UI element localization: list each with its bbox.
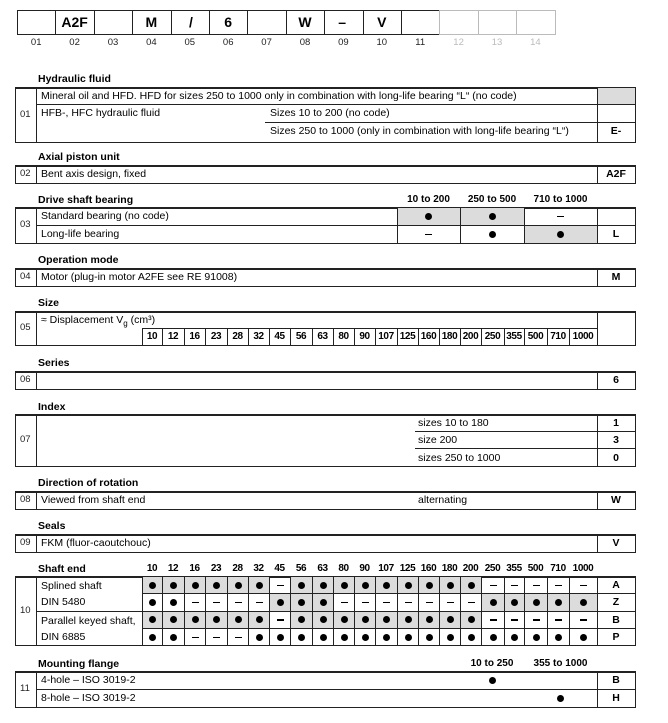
rule	[15, 645, 636, 646]
flange-availability-dot	[489, 677, 496, 684]
shaft-availability-dot	[447, 582, 454, 589]
rule	[15, 311, 16, 345]
shaft-size-header: 10	[146, 563, 158, 574]
shaft-size-header: 500	[527, 563, 544, 574]
shaft-availability-dot	[468, 634, 475, 641]
type-code-position: 02	[69, 37, 80, 48]
size-value: 180	[441, 331, 458, 342]
shaft-availability-dot	[298, 599, 305, 606]
type-code-position: 01	[30, 37, 42, 48]
rule	[15, 371, 16, 389]
row-number: 08	[20, 494, 31, 505]
size-value: 250	[484, 331, 501, 342]
shaft-availability-dot	[298, 582, 305, 589]
shaft-availability-dot	[426, 582, 433, 589]
size-value: 45	[274, 331, 285, 342]
shaft-size-header: 28	[232, 563, 243, 574]
rule	[635, 165, 636, 183]
shaft-availability-dot	[405, 582, 412, 589]
rule	[415, 448, 635, 449]
type-code-value: 6	[224, 14, 233, 30]
rule	[142, 628, 635, 629]
shaft-unavailable-dash	[426, 602, 433, 603]
section-title: Seals	[38, 520, 66, 532]
size-value: 16	[189, 331, 200, 342]
shaft-availability-dot	[320, 599, 327, 606]
highlight-cell	[598, 88, 635, 104]
shaft-availability-dot	[405, 616, 412, 623]
shaft-unavailable-dash	[383, 602, 390, 603]
rule	[15, 371, 635, 372]
dot-mark	[489, 213, 496, 220]
type-code-position: 04	[146, 37, 157, 48]
order-code: M	[611, 271, 621, 283]
shaft-unavailable-dash	[277, 619, 284, 620]
type-code-position: 09	[338, 37, 349, 48]
shaft-type-label: Parallel keyed shaft,	[41, 614, 136, 627]
size-value: 107	[378, 331, 394, 342]
rule	[36, 87, 37, 142]
shaft-availability-dot	[447, 616, 454, 623]
flange-option: 8-hole – ISO 3019-2	[41, 692, 136, 704]
fluid-sub-option: Sizes 10 to 200 (no code)	[270, 107, 390, 119]
size-label-text: ≈ Displacement V	[41, 314, 124, 326]
shaft-standard-label: DIN 6885	[41, 630, 86, 643]
section-title: Hydraulic fluid	[38, 73, 111, 85]
shaft-unavailable-dash	[192, 602, 199, 603]
shaft-availability-dot	[320, 616, 327, 623]
shaft-unavailable-dash	[580, 585, 587, 586]
section-title: Size	[38, 297, 60, 309]
shaft-unavailable-dash	[490, 619, 497, 620]
shaft-availability-dot	[468, 616, 475, 623]
shaft-availability-dot	[362, 616, 369, 623]
shaft-unavailable-dash	[213, 602, 220, 603]
shaft-size-header: 180	[441, 563, 458, 574]
shaft-size-header: 90	[359, 563, 370, 574]
shaft-size-header: 12	[167, 563, 179, 574]
shaft-unavailable-dash	[256, 602, 263, 603]
shaft-unavailable-dash	[405, 602, 412, 603]
size-value: 160	[420, 331, 437, 342]
type-code-value: A2F	[61, 14, 88, 30]
rule	[15, 534, 16, 552]
rule	[36, 534, 37, 552]
rule	[36, 311, 37, 345]
type-code-cell	[478, 10, 517, 35]
section-title: Operation mode	[38, 254, 119, 266]
bearing-option: Long-life bearing	[41, 228, 120, 240]
shaft-availability-dot	[447, 634, 454, 641]
shaft-availability-dot	[426, 616, 433, 623]
shaft-availability-dot	[213, 582, 220, 589]
type-code-position: 14	[530, 37, 541, 48]
shaft-availability-dot	[383, 582, 390, 589]
order-code: B	[612, 613, 620, 626]
shaft-availability-dot	[298, 634, 305, 641]
rule	[265, 122, 635, 123]
rule	[635, 87, 636, 142]
shaft-availability-dot	[235, 616, 242, 623]
shaft-availability-dot	[170, 599, 177, 606]
type-code-position: 12	[453, 37, 464, 48]
order-code: 3	[613, 434, 619, 447]
rule	[504, 576, 505, 645]
size-value: 10	[146, 331, 158, 342]
shaft-availability-dot	[256, 582, 263, 589]
rule	[36, 268, 37, 286]
size-value: 80	[338, 331, 349, 342]
shaft-availability-dot	[192, 616, 199, 623]
rule	[15, 671, 635, 672]
shaft-availability-dot	[149, 634, 156, 641]
flange-availability-dot	[557, 695, 564, 702]
order-code: W	[611, 494, 621, 506]
index-option: size 200	[418, 434, 458, 447]
shaft-availability-dot	[320, 582, 327, 589]
order-code: 6	[613, 374, 619, 386]
type-code-position: 10	[376, 37, 388, 48]
type-code-cell	[439, 10, 478, 35]
shaft-unavailable-dash	[533, 619, 540, 620]
rule	[36, 165, 37, 183]
rule	[15, 671, 16, 707]
rule	[635, 491, 636, 509]
rule	[15, 414, 635, 415]
type-code-cell	[17, 10, 56, 35]
order-code: E-	[610, 125, 622, 137]
rule	[635, 534, 636, 552]
row-number: 05	[20, 322, 31, 333]
shaft-availability-dot	[511, 599, 518, 606]
shaft-availability-dot	[192, 582, 199, 589]
shaft-unavailable-dash	[362, 602, 369, 603]
rule	[15, 207, 16, 243]
order-code: A2F	[606, 168, 626, 180]
size-value: 12	[167, 331, 179, 342]
shaft-availability-dot	[555, 599, 562, 606]
type-code-position: 07	[261, 37, 272, 48]
rule	[15, 268, 635, 269]
rule	[15, 534, 635, 535]
shaft-availability-dot	[341, 634, 348, 641]
row-number: 10	[20, 604, 31, 616]
shaft-availability-dot	[580, 599, 587, 606]
column-header: 10 to 250	[470, 658, 514, 669]
section-title: Shaft end	[38, 563, 86, 575]
shaft-availability-dot	[405, 634, 412, 641]
rule	[415, 431, 635, 432]
size-label	[41, 313, 155, 331]
type-code-value: M	[145, 14, 158, 30]
shaft-size-header: 107	[378, 563, 394, 574]
order-code: L	[612, 228, 620, 240]
section-title: Drive shaft bearing	[38, 194, 134, 206]
shaft-availability-dot	[490, 634, 497, 641]
rule	[15, 345, 636, 346]
row-number: 09	[20, 537, 31, 548]
shaft-size-header: 16	[189, 563, 200, 574]
rule	[481, 576, 482, 645]
column-header: 10 to 200	[407, 194, 450, 205]
rule	[269, 576, 270, 645]
shaft-availability-dot	[490, 599, 497, 606]
type-code-position: 11	[415, 37, 426, 48]
shaft-availability-dot	[580, 634, 587, 641]
shaft-availability-dot	[277, 634, 284, 641]
shaft-size-header: 56	[295, 563, 307, 574]
rule	[635, 311, 636, 345]
dot-mark	[425, 213, 432, 220]
rule	[15, 142, 636, 143]
rule	[597, 328, 598, 345]
shaft-unavailable-dash	[580, 619, 587, 620]
shaft-availability-dot	[235, 582, 242, 589]
shaft-availability-dot	[555, 634, 562, 641]
option-text: Motor (plug-in motor A2FE see RE 91008)	[41, 271, 238, 283]
size-value: 500	[527, 331, 544, 342]
option-text: Bent axis design, fixed	[41, 168, 147, 180]
size-value: 1000	[572, 331, 594, 342]
dash-mark	[557, 216, 564, 217]
rule	[15, 286, 636, 287]
rule	[569, 576, 570, 645]
shaft-unavailable-dash	[555, 619, 562, 620]
shaft-size-header: 32	[253, 563, 264, 574]
shaft-size-header: 250	[484, 563, 501, 574]
row-number: 06	[20, 374, 31, 385]
rule	[15, 491, 635, 492]
type-code-separator: –	[338, 14, 347, 30]
rule	[15, 268, 16, 286]
section-title: Index	[38, 401, 66, 413]
order-code: 0	[613, 451, 619, 464]
shaft-availability-dot	[533, 634, 540, 641]
shaft-size-header: 160	[420, 563, 437, 574]
section-title: Series	[38, 357, 70, 369]
shaft-standard-label: DIN 5480	[41, 596, 86, 609]
rule	[635, 371, 636, 389]
shaft-type-label: Splined shaft	[41, 580, 102, 592]
order-code: Z	[612, 596, 620, 609]
shaft-unavailable-dash	[490, 585, 497, 586]
order-code: B	[612, 674, 620, 686]
size-label-unit: (cm³)	[127, 314, 156, 326]
row-number: 03	[20, 219, 31, 230]
rule	[635, 207, 636, 243]
section-title: Mounting flange	[38, 658, 120, 670]
fluid-option-text: Mineral oil and HFD. HFD for sizes 250 to 1000 only in combination with long-life bearing “L“ (no code)	[41, 90, 517, 102]
row-number: 07	[20, 434, 31, 445]
shaft-unavailable-dash	[447, 602, 454, 603]
rule	[15, 87, 16, 142]
type-code-cell	[247, 10, 286, 35]
shaft-unavailable-dash	[468, 602, 475, 603]
rule	[15, 491, 16, 509]
dot-mark	[489, 231, 496, 238]
shaft-unavailable-dash	[235, 637, 242, 638]
column-header: 710 to 1000	[533, 194, 588, 205]
shaft-unavailable-dash	[235, 602, 242, 603]
shaft-size-header: 23	[210, 563, 222, 574]
shaft-availability-dot	[170, 582, 177, 589]
rule	[36, 491, 37, 509]
shaft-size-header: 125	[399, 563, 416, 574]
shaft-availability-dot	[277, 599, 284, 606]
rule	[15, 183, 636, 184]
size-value: 710	[550, 331, 566, 342]
size-value: 355	[506, 331, 522, 342]
shaft-availability-dot	[362, 634, 369, 641]
rule	[635, 576, 636, 645]
shaft-availability-dot	[511, 634, 518, 641]
shaft-size-header: 80	[338, 563, 349, 574]
section-title: Direction of rotation	[38, 477, 139, 489]
shaft-unavailable-dash	[277, 585, 284, 586]
column-header: 250 to 500	[467, 194, 517, 205]
shaft-availability-dot	[468, 582, 475, 589]
rule	[547, 576, 548, 645]
rule	[15, 509, 636, 510]
bearing-option: Standard bearing (no code)	[41, 210, 169, 222]
option-text: FKM (fluor-caoutchouc)	[41, 537, 151, 549]
type-code-value: W	[298, 14, 312, 30]
type-code-cell	[516, 10, 555, 35]
flange-option: 4-hole – ISO 3019-2	[41, 674, 136, 686]
rule	[36, 414, 37, 466]
type-code-cell	[401, 10, 440, 35]
rule	[15, 576, 16, 645]
rule	[36, 689, 635, 690]
rule	[15, 389, 636, 390]
section-title: Axial piston unit	[38, 151, 120, 163]
index-option: sizes 10 to 180	[418, 417, 489, 429]
shaft-availability-dot	[256, 616, 263, 623]
shaft-size-header: 355	[506, 563, 522, 574]
size-value: 125	[399, 331, 416, 342]
size-value: 63	[317, 331, 328, 342]
order-code: A	[612, 579, 620, 591]
option-text: Viewed from shaft end	[41, 494, 146, 506]
shaft-unavailable-dash	[533, 585, 540, 586]
shaft-availability-dot	[341, 582, 348, 589]
shaft-size-header: 1000	[572, 563, 594, 574]
option-text: alternating	[418, 494, 468, 506]
shaft-availability-dot	[341, 616, 348, 623]
shaft-unavailable-dash	[192, 637, 199, 638]
type-code-position: 13	[491, 37, 503, 48]
rule	[15, 165, 635, 166]
row-number: 11	[20, 683, 30, 694]
shaft-availability-dot	[533, 599, 540, 606]
size-value: 28	[232, 331, 243, 342]
shaft-unavailable-dash	[213, 637, 220, 638]
row-number: 02	[20, 168, 31, 179]
shaft-unavailable-dash	[511, 585, 518, 586]
shaft-availability-dot	[362, 582, 369, 589]
size-value: 23	[210, 331, 222, 342]
rule	[524, 576, 525, 645]
rule	[142, 328, 597, 329]
order-code: P	[612, 630, 620, 643]
size-value: 90	[359, 331, 370, 342]
fluid-sub-option: Sizes 250 to 1000 (only in combination with long-life bearing “L“)	[270, 125, 569, 137]
row-number: 01	[20, 109, 31, 120]
type-code-position: 06	[222, 37, 234, 48]
rule	[15, 707, 636, 708]
column-header: 355 to 1000	[533, 658, 588, 669]
rule	[36, 371, 37, 389]
type-code-cell	[94, 10, 133, 35]
dash-mark	[425, 234, 432, 235]
rule	[15, 466, 636, 467]
index-option: sizes 250 to 1000	[418, 451, 501, 464]
shaft-size-header: 63	[317, 563, 328, 574]
fluid-option-text: HFB-, HFC hydraulic fluid	[41, 107, 161, 119]
size-value: 32	[253, 331, 264, 342]
order-code: 1	[613, 417, 619, 429]
size-label-subscript: g	[123, 319, 128, 329]
shaft-availability-dot	[149, 599, 156, 606]
size-value: 200	[462, 331, 479, 342]
rule	[15, 87, 635, 88]
rule	[15, 552, 636, 553]
shaft-size-header: 45	[274, 563, 285, 574]
shaft-unavailable-dash	[511, 619, 518, 620]
shaft-unavailable-dash	[341, 602, 348, 603]
rule	[635, 414, 636, 466]
shaft-availability-dot	[426, 634, 433, 641]
order-code: H	[612, 692, 620, 704]
rule	[15, 207, 635, 208]
type-code-value: V	[377, 14, 387, 30]
row-number: 04	[20, 271, 31, 282]
rule	[15, 311, 635, 312]
rule	[15, 414, 16, 466]
rule	[36, 104, 635, 105]
type-code-position: 03	[107, 37, 119, 48]
shaft-size-header: 710	[550, 563, 566, 574]
size-value: 56	[295, 331, 307, 342]
rule	[15, 165, 16, 183]
type-code-position: 08	[299, 37, 311, 48]
order-code: V	[612, 537, 620, 549]
shaft-unavailable-dash	[555, 585, 562, 586]
shaft-availability-dot	[170, 634, 177, 641]
shaft-availability-dot	[149, 582, 156, 589]
rule	[635, 671, 636, 707]
shaft-availability-dot	[383, 634, 390, 641]
shaft-availability-dot	[256, 634, 263, 641]
type-code-position: 05	[184, 37, 196, 48]
rule	[635, 268, 636, 286]
type-code-separator: /	[189, 14, 193, 30]
shaft-size-header: 200	[462, 563, 479, 574]
rule	[15, 243, 636, 244]
dot-mark	[557, 231, 564, 238]
shaft-availability-dot	[320, 634, 327, 641]
